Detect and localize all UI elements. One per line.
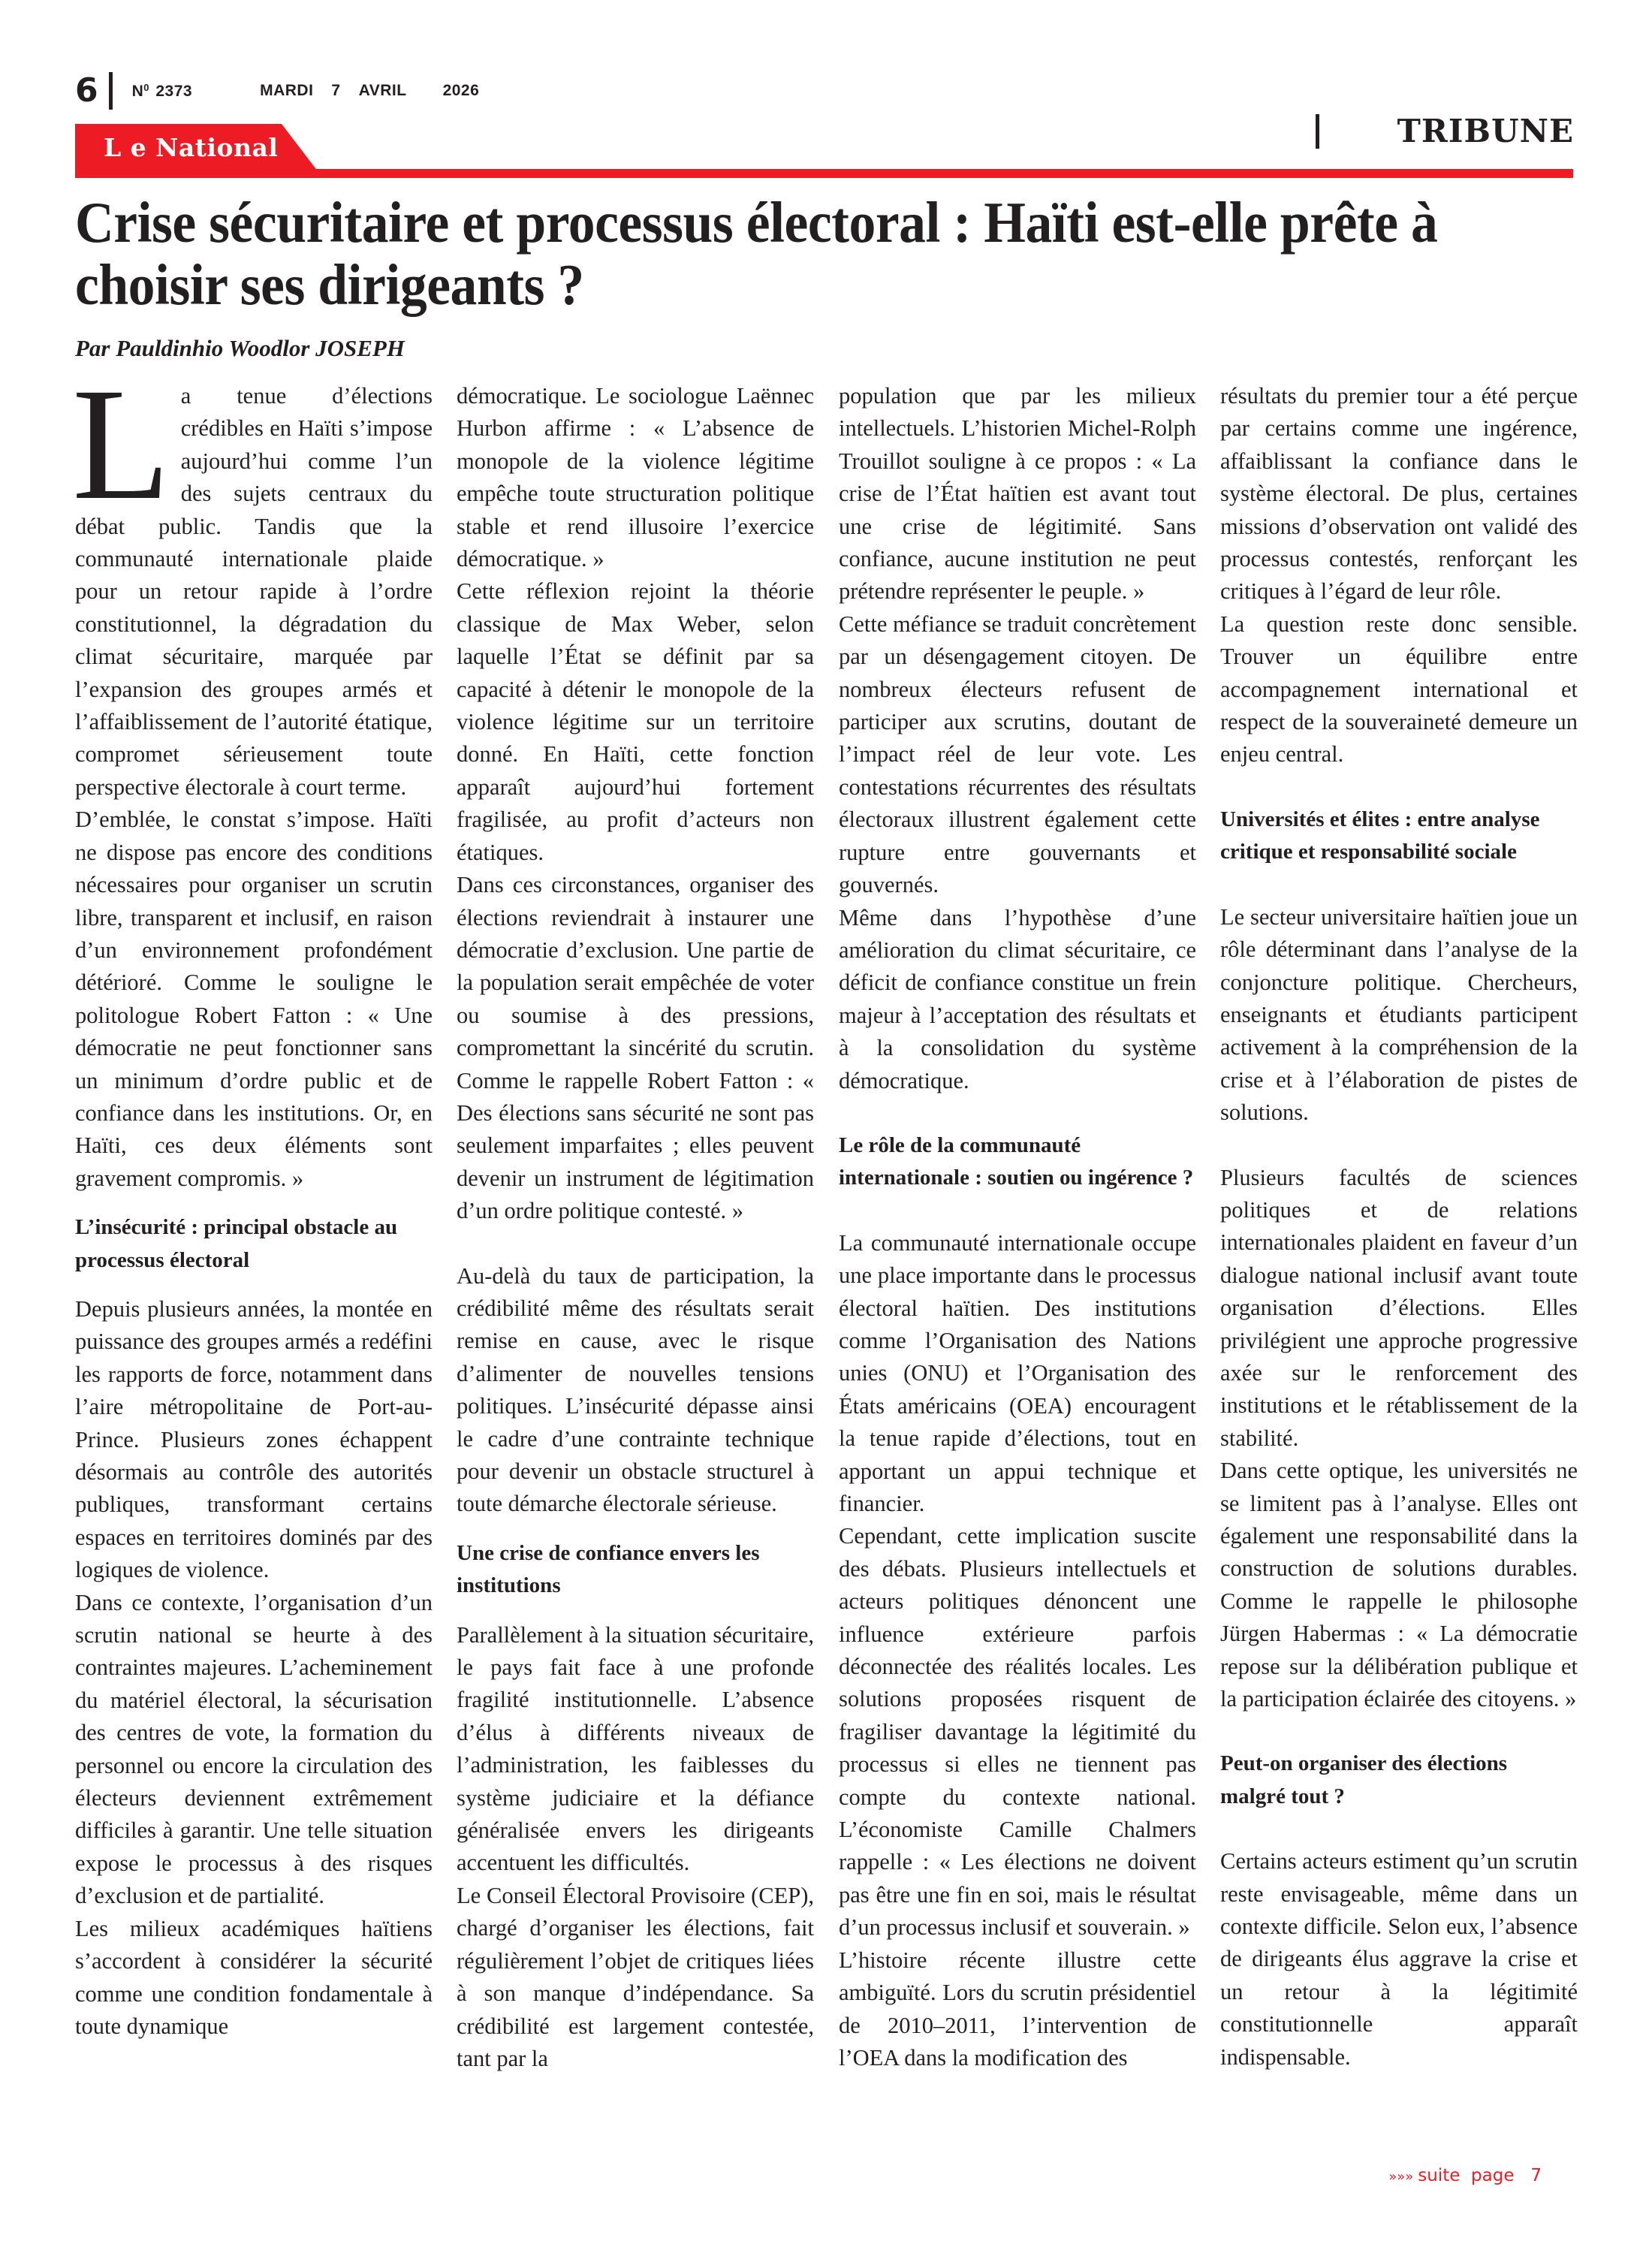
paragraph: Depuis plusieurs années, la montée en puissance des groupes armés a redéfini les rapports de force, notamment dans l’aire métropolitaine de Port-au-Prince. Plusieurs zones échappent désormais au contrôle des autorités publiques, transformant certains espaces en territoires dominés par des logiques de violence. — [75, 1295, 433, 1583]
paragraph: Certains acteurs estiment qu’un scrutin reste envisageable, même dans un contexte difficile. Selon eux, l’absence de dirigeants élus aggrave la crise et un retour à la légitimité constitutionnelle apparaît indispensable. — [1220, 1848, 1578, 2070]
issue-value: 2373 — [155, 82, 193, 100]
date-number: 7 — [331, 82, 341, 99]
paragraph: Plusieurs facultés de sciences politiques et de relations internationales plaident en faveur d’un dialogue national inclusif avant toute organisation d’élections. Elles privilégient une approche progressive axée sur le renforcement des institutions et le rétablissement de la stabilité. — [1220, 1164, 1578, 1451]
section-label — [1316, 113, 1574, 149]
section-heading: L’insécurité : principal obstacle au processus électoral — [75, 1215, 398, 1272]
paragraph: Cette méfiance se traduit concrètement par un désengagement citoyen. De nombreux électeurs refusent de participer aux scrutins, doutant de l’impact réel de leur vote. Les contestations récurrentes des résultats électoraux illustrent également cette rupture entre gouvernants et gouvernés. — [839, 611, 1196, 898]
paragraph: L’histoire récente illustre cette ambiguïté. Lors du scrutin présidentiel de 2010–2011, l’intervention de l’OEA dans la modification des — [839, 1947, 1196, 2071]
date-month: AVRIL — [358, 82, 407, 99]
date-year: 2026 — [442, 82, 480, 99]
paragraph: Le Conseil Électoral Provisoire (CEP), chargé d’organiser les élections, fait régulièrement l’objet de critiques liées à son manque d’indépendance. Sa crédibilité est largement contestée, tant par la — [457, 1882, 814, 2071]
issue-number — [132, 82, 192, 101]
paragraph: résultats du premier tour a été perçue par certains comme une ingérence, affaiblissant la confiance dans le système électoral. De plus, certaines missions d’observation ont validé des processus contestés, renforçant les critiques à l’égard de leur rôle. — [1220, 383, 1578, 605]
issue-prefix: N — [131, 82, 144, 100]
drop-cap: L — [72, 355, 170, 533]
page-number: 6 — [75, 71, 98, 110]
section-heading: Une crise de confiance envers les institutions — [457, 1540, 760, 1598]
paragraph: Dans ce contexte, l’organisation d’un scrutin national se heurte à des contraintes majeures. L’acheminement du matériel électoral, la sécurisation des centres de vote, la formation du personnel ou encore la circulation des électeurs deviennent extrêmement difficiles à garantir. Une telle situation expose le processus à des risques d’exclusion et de partialité. — [75, 1589, 433, 1909]
continued-on-page-link[interactable] — [1367, 2146, 1542, 2205]
section-heading: Peut-on organiser des élections malgré tout ? — [1220, 1751, 1508, 1808]
article-title: Crise sécuritaire et processus électoral : Haïti est-elle prête à choisir ses dirigeants ? — [75, 190, 1438, 317]
section-heading: Le rôle de la communauté internationale : soutien ou ingérence ? — [839, 1133, 1194, 1190]
article-column-1 — [72, 355, 433, 2043]
article-byline: Par Pauldinhio Woodlor JOSEPH — [75, 335, 405, 361]
section-divider — [1316, 114, 1319, 149]
paragraph: Cependant, cette implication suscite des débats. Plusieurs intellectuels et acteurs politiques dénoncent une influence extérieure parfois déconnectée des réalités locales. Les solutions proposées risquent de fragiliser davantage la légitimité du processus si elles ne tiennent pas compte du contexte national. L’économiste Camille Chalmers rappelle : « Les élections ne doivent pas être une fin en soi, mais le résultat d’un processus inclusif et souverain. » — [839, 1523, 1196, 1941]
paragraph: D’emblée, le constat s’impose. Haïti ne dispose pas encore des conditions nécessaires pour organiser un scrutin libre, transparent et inclusif, en raison d’un environnement profondément détérioré. Comme le souligne le politologue Robert Fatton : « Une démocratie ne peut fonctionner sans un minimum d’ordre public et de confiance dans les institutions. Or, en Haïti, ces deux éléments sont gravement compromis. » — [75, 807, 433, 1191]
folio-line — [75, 72, 497, 110]
section-heading: Universités et élites : entre analyse critique et responsabilité sociale — [1220, 807, 1540, 864]
paragraph: La question reste donc sensible. Trouver un équilibre entre accompagnement international et respect de la souveraineté demeure un enjeu central. — [1220, 611, 1578, 768]
continued-label: suite page 7 — [1418, 2166, 1542, 2185]
brand-logo: L e National — [104, 133, 279, 162]
paragraph: Dans cette optique, les universités ne se limitent pas à l’analyse. Elles ont également une responsabilité dans la construction de solutions durables. Comme le rappelle le philosophe Jürgen Habermas : « La démocratie repose sur la délibération publique et la participation éclairée des citoyens. » — [1220, 1458, 1578, 1712]
paragraph: Au-delà du taux de participation, la crédibilité même des résultats serait remise en cause, avec le risque d’alimenter de nouvelles tensions politiques. L’insécurité dépasse ainsi le cadre d’une contrainte technique pour devenir un obstacle structurel à toute démarche électorale sérieuse. — [457, 1262, 814, 1517]
date-day: MARDI — [260, 82, 314, 99]
paragraph: population que par les milieux intellectuels. L’historien Michel-Rolph Trouillot souligne à ce propos : « La crise de l’État haïtien est avant tout une crise de légitimité. Sans confiance, aucune institution ne peut prétendre représenter le peuple. » — [839, 383, 1196, 605]
paragraph: a tenue d’élections crédibles en Haïti s’impose aujourd’hui comme l’un des sujets centraux du débat public. Tandis que la communauté internationale plaide pour un retour rapide à l’ordre constitutionnel, la dégradation du climat sécuritaire, marquée par l’expansion des groupes armés et l’affaiblissement de l’autorité étatique, compromet sérieusement toute perspective électorale à court terme. — [75, 383, 433, 800]
paragraph: La communauté internationale occupe une place importante dans le processus électoral haïtien. Des institutions comme l’Organisation des Nations unies (ONU) et l’Organisation des États américains (OEA) encouragent la tenue rapide d’élections, tout en apportant un appui technique et financier. — [839, 1229, 1196, 1516]
paragraph: Même dans l’hypothèse d’une amélioration du climat sécuritaire, ce déficit de confiance constitue un frein majeur à l’acceptation des résultats et à la consolidation du système démocratique. — [839, 904, 1196, 1093]
paragraph: Le secteur universitaire haïtien joue un rôle déterminant dans l’analyse de la conjoncture politique. Chercheurs, enseignants et étudiants participent activement à la compréhension de la crise et à l’élaboration de pistes de solutions. — [1220, 903, 1578, 1126]
paragraph: démocratique. Le sociologue Laënnec Hurbon affirme : « L’absence de monopole de la violence légitime empêche toute structuration politique stable et rend illusoire l’exercice démocratique. » — [457, 383, 814, 572]
article-column-2 — [457, 380, 814, 2075]
article-column-4 — [1220, 380, 1578, 2074]
red-rule — [75, 169, 1573, 178]
folio-divider — [109, 72, 113, 110]
article-column-3 — [839, 380, 1196, 2074]
section-name: TRIBUNE — [1397, 113, 1574, 149]
paragraph: Cette réflexion rejoint la théorie classique de Max Weber, selon laquelle l’État se définit par sa capacité à détenir le monopole de la violence légitime sur un territoire donné. En Haïti, cette fonction apparaît aujourd’hui fortement fragilisée, au profit d’acteurs non étatiques. — [457, 578, 814, 865]
paragraph: Les milieux académiques haïtiens s’accordent à considérer la sécurité comme une condition fondamentale à toute dynamique — [75, 1915, 433, 2039]
paragraph: Parallèlement à la situation sécuritaire, le pays fait face à une profonde fragilité institutionnelle. L’absence d’élus à différents niveaux de l’administration, les faiblesses du système judiciaire et la défiance généralisée envers les dirigeants accentuent les difficultés. — [457, 1621, 814, 1876]
continue-arrows-icon: »»» — [1388, 2169, 1414, 2185]
paragraph: Dans ces circonstances, organiser des élections reviendrait à instaurer une démocratie d’exclusion. Une partie de la population serait empêchée de voter ou soumise à des pressions, compromettant la sincérité du scrutin. Comme le rappelle Robert Fatton : « Des élections sans sécurité ne sont pas seulement imparfaites ; elles peuvent devenir un instrument de légitimation d’un ordre politique contesté. » — [457, 872, 814, 1224]
issue-sup: 0 — [143, 81, 150, 93]
issue-date — [260, 82, 497, 100]
